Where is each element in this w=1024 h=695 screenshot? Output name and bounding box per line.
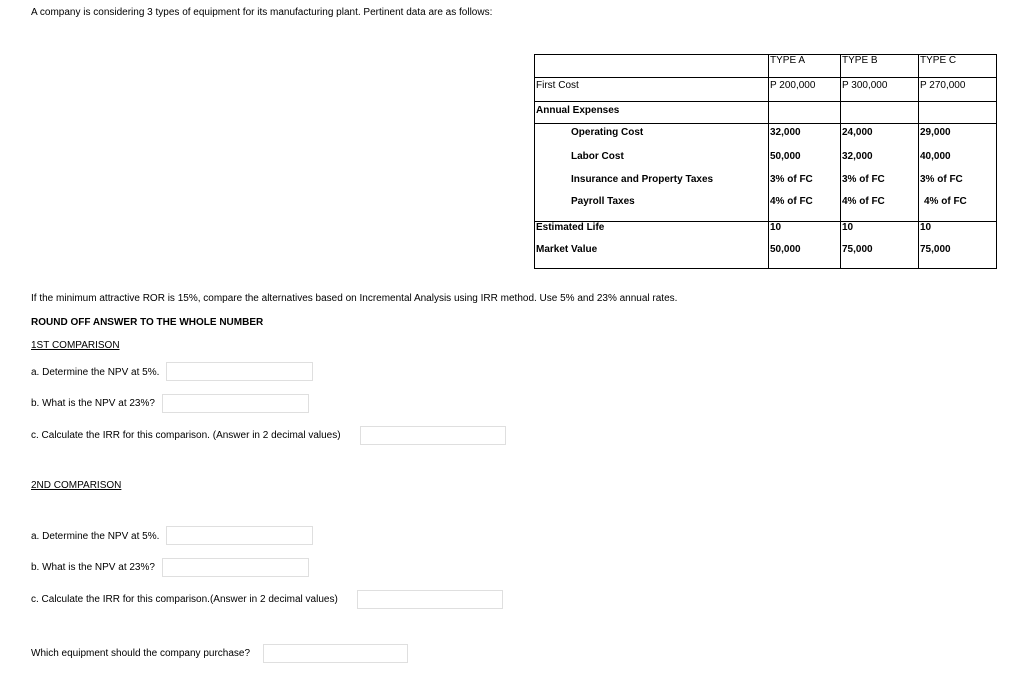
- table-col-rule: [768, 54, 769, 269]
- insurance-a: 3% of FC: [770, 174, 813, 185]
- first-cost-a: P 200,000: [770, 80, 816, 91]
- labor-cost-b: 32,000: [842, 151, 873, 162]
- problem-statement: If the minimum attractive ROR is 15%, compare the alternatives based on Incremental Analysis using IRR method. Use 5% and 23% annual rates.: [31, 293, 678, 304]
- annual-expenses-label: Annual Expenses: [536, 105, 620, 116]
- table-col-rule: [840, 54, 841, 269]
- payroll-c: 4% of FC: [924, 196, 967, 207]
- comparison2-question-b: b. What is the NPV at 23%?: [31, 562, 155, 573]
- equipment-table: [534, 54, 997, 269]
- comparison1-question-a: a. Determine the NPV at 5%.: [31, 367, 160, 378]
- header-type-b: TYPE B: [842, 55, 878, 66]
- labor-cost-a: 50,000: [770, 151, 801, 162]
- labor-cost-c: 40,000: [920, 151, 951, 162]
- labor-cost-label: Labor Cost: [571, 151, 624, 162]
- comparison1-npv5-input[interactable]: [166, 362, 313, 381]
- table-col-rule: [918, 54, 919, 269]
- payroll-a: 4% of FC: [770, 196, 813, 207]
- market-value-b: 75,000: [842, 244, 873, 255]
- insurance-c: 3% of FC: [920, 174, 963, 185]
- comparison1-title: 1ST COMPARISON: [31, 340, 120, 351]
- first-cost-label: First Cost: [536, 80, 579, 91]
- header-type-a: TYPE A: [770, 55, 806, 66]
- comparison1-question-b: b. What is the NPV at 23%?: [31, 398, 155, 409]
- intro-text: A company is considering 3 types of equipment for its manufacturing plant. Pertinent data are as follows:: [31, 7, 493, 18]
- operating-cost-b: 24,000: [842, 127, 873, 138]
- round-note: ROUND OFF ANSWER TO THE WHOLE NUMBER: [31, 317, 264, 328]
- first-cost-c: P 270,000: [920, 80, 966, 91]
- operating-cost-label: Operating Cost: [571, 127, 644, 138]
- estimated-life-label: Estimated Life: [536, 222, 605, 233]
- table-rule: [534, 101, 997, 102]
- comparison2-question-a: a. Determine the NPV at 5%.: [31, 531, 160, 542]
- insurance-label: Insurance and Property Taxes: [571, 174, 714, 185]
- insurance-b: 3% of FC: [842, 174, 885, 185]
- header-type-c: TYPE C: [920, 55, 957, 66]
- market-value-a: 50,000: [770, 244, 801, 255]
- operating-cost-a: 32,000: [770, 127, 801, 138]
- comparison2-title: 2ND COMPARISON: [31, 480, 122, 491]
- comparison1-npv23-input[interactable]: [162, 394, 309, 413]
- estimated-life-b: 10: [842, 222, 854, 233]
- table-rule: [534, 77, 997, 78]
- first-cost-b: P 300,000: [842, 80, 888, 91]
- comparison2-npv5-input[interactable]: [166, 526, 313, 545]
- payroll-label: Payroll Taxes: [571, 196, 635, 207]
- estimated-life-a: 10: [770, 222, 782, 233]
- operating-cost-c: 29,000: [920, 127, 951, 138]
- comparison2-irr-input[interactable]: [357, 590, 503, 609]
- payroll-b: 4% of FC: [842, 196, 885, 207]
- market-value-c: 75,000: [920, 244, 951, 255]
- estimated-life-c: 10: [920, 222, 932, 233]
- table-rule: [534, 123, 997, 124]
- comparison1-irr-input[interactable]: [360, 426, 506, 445]
- comparison2-npv23-input[interactable]: [162, 558, 309, 577]
- market-value-label: Market Value: [536, 244, 598, 255]
- final-question: Which equipment should the company purchase?: [31, 648, 251, 659]
- comparison2-question-c: c. Calculate the IRR for this comparison.(Answer in 2 decimal values): [31, 594, 338, 605]
- comparison1-question-c: c. Calculate the IRR for this comparison. (Answer in 2 decimal values): [31, 430, 341, 441]
- equipment-choice-input[interactable]: [263, 644, 408, 663]
